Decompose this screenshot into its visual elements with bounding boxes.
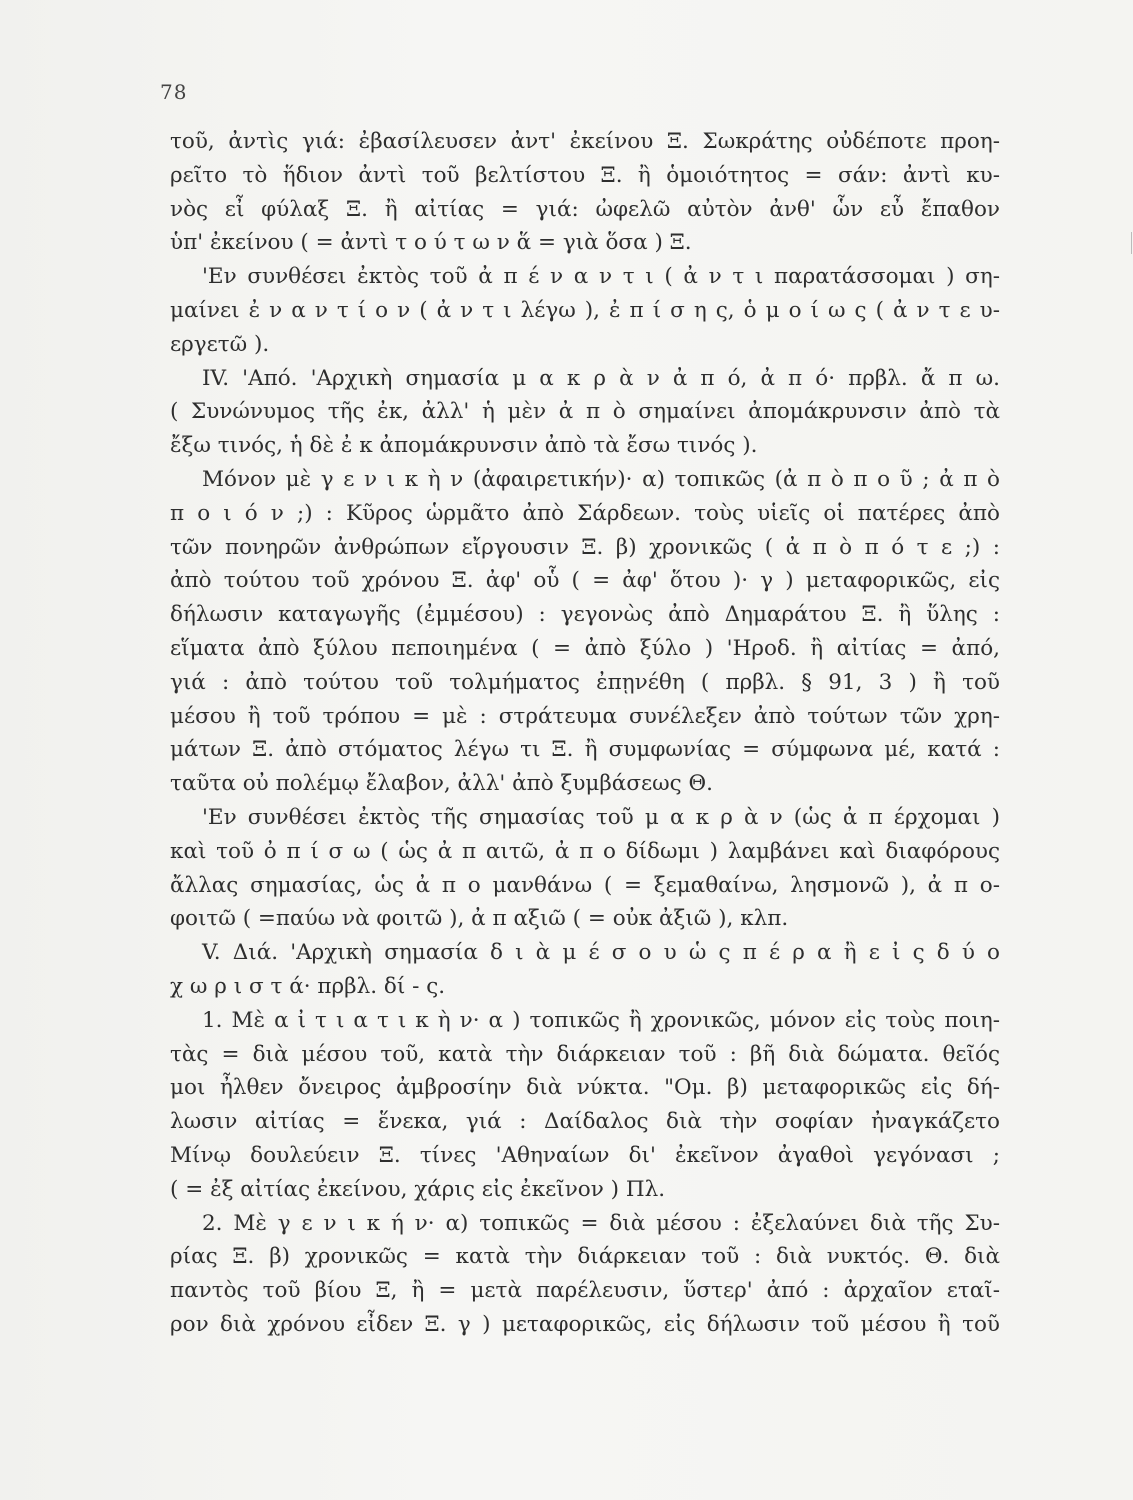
text-line: μάτων Ξ. ἀπὸ στόματος λέγω τι Ξ. ἢ συμφωνίας = σύμφωνα μέ, κατά : [170,737,1000,763]
margin-mark [1127,232,1132,254]
text-line: γιά : ἀπὸ τούτου τοῦ τολμήματος ἐπῃνέθη ( πρβλ. § 91, 3 ) ἢ τοῦ [170,669,1000,695]
text-line: δήλωσιν καταγωγῆς (ἐμμέσου) : γεγονὼς ἀπὸ Δημαράτου Ξ. ἢ ὕλης : [170,602,1000,628]
text-line: καὶ τοῦ ὀ π ί σ ω ( ὡς ἀ π αιτῶ, ἀ π ο δίδωμι ) λαμβάνει καὶ διαφόρους [170,838,1000,864]
text-line: ἔξω τινός, ἡ δὲ ἐ κ ἀπομάκρυνσιν ἀπὸ τὰ ἔσω τινός ). [170,433,758,459]
text-line: ρον διὰ χρόνου εἶδεν Ξ. γ ) μεταφορικῶς, εἰς δήλωσιν τοῦ μέσου ἢ τοῦ [170,1311,1000,1337]
text-line: μαίνει ἐ ν α ν τ ί ο ν ( ἀ ν τ ι λέγω ), ἐ π ί σ η ς, ὁ μ ο ί ω ς ( ἀ ν τ ε υ- [170,297,1000,323]
section-heading-line: IV. 'Από. 'Αρχικὴ σημασία μ α κ ρ ὰ ν ἀ π ό, ἀ π ό· πρβλ. ἄ π ω. [202,365,1000,391]
text-line: ρεῖτο τὸ ἥδιον ἀντὶ τοῦ βελτίστου Ξ. ἢ ὁμοιότητος = σάν: ἀντὶ κυ- [170,162,1000,188]
text-line: ταῦτα οὐ πολέμῳ ἔλαβον, ἀλλ' ἀπὸ ξυμβάσεως Θ. [170,771,714,797]
text-line: ὑπ' ἐκείνου ( = ἀντὶ τ ο ύ τ ω ν ἅ = γιὰ ὅσα ) Ξ. [170,230,692,256]
text-line: 2. Μὲ γ ε ν ι κ ή ν· α) τοπικῶς = διὰ μέσου : ἐξελαύνει διὰ τῆς Συ- [202,1210,1000,1236]
text-line: φοιτῶ ( =παύω νὰ φοιτῶ ), ἀ π αξιῶ ( = οὐκ ἀξιῶ ), κλπ. [170,906,789,932]
body-text [170,125,1000,1342]
text-line: 1. Μὲ α ἰ τ ι α τ ι κ ὴ ν· α ) τοπικῶς ἢ χρονικῶς, μόνον εἰς τοὺς ποιη- [202,1007,1000,1033]
text-line: ἀπὸ τούτου τοῦ χρόνου Ξ. ἀφ' οὗ ( = ἀφ' ὅτου )· γ ) μεταφορικῶς, εἰς [170,568,1000,594]
text-line: τὰς = διὰ μέσου τοῦ, κατὰ τὴν διάρκειαν τοῦ : βῆ διὰ δώματα. θεῖός [170,1041,1000,1067]
text-line: ( = ἐξ αἰτίας ἐκείνου, χάρις εἰς ἐκεῖνον ) Πλ. [170,1176,666,1202]
text-line: 'Εν συνθέσει ἐκτὸς τοῦ ἀ π έ ν α ν τ ι ( ἀ ν τ ι παρατάσσομαι ) ση- [202,264,1000,290]
section-heading-line: V. Διά. 'Αρχικὴ σημασία δ ι ὰ μ έ σ ο υ ὡ ς π έ ρ α ἢ ε ἰ ς δ ύ ο [202,940,1000,966]
text-line: Μίνῳ δουλεύειν Ξ. τίνες 'Αθηναίων δι' ἐκεῖνον ἀγαθοὶ γεγόνασι ; [170,1142,1000,1168]
text-line: εἵματα ἀπὸ ξύλου πεποιημένα ( = ἀπὸ ξύλο ) 'Ηροδ. ἢ αἰτίας = ἀπό, [170,635,1000,661]
text-line: τοῦ, ἀντὶς γιά: ἐβασίλευσεν ἀντ' ἐκείνου Ξ. Σωκράτης οὐδέποτε προη- [170,129,1000,154]
text-line: εργετῶ ). [170,331,270,357]
text-line: ( Συνώνυμος τῆς ἐκ, ἀλλ' ἡ μὲν ἀ π ὸ σημαίνει ἀπομάκρυνσιν ἀπὸ τὰ [170,399,1000,425]
text-line: νὸς εἶ φύλαξ Ξ. ἢ αἰτίας = γιά: ὠφελῶ αὐτὸν ἀνθ' ὧν εὖ ἔπαθον [170,196,1000,222]
text-line: λωσιν αἰτίας = ἕνεκα, γιά : Δαίδαλος διὰ τὴν σοφίαν ἠναγκάζετο [170,1109,1000,1135]
text-line: τῶν πονηρῶν ἀνθρώπων εἴργουσιν Ξ. β) χρονικῶς ( ἀ π ὸ π ό τ ε ;) : [170,534,1000,560]
text-line: ἄλλας σημασίας, ὡς ἀ π ο μανθάνω ( = ξεμαθαίνω, λησμονῶ ), ἀ π ο- [170,872,1000,898]
page-number: 78 [160,80,188,104]
text-line: χ ω ρ ι σ τ ά· πρβλ. δί - ς. [170,973,446,999]
text-line: 'Εν συνθέσει ἐκτὸς τῆς σημασίας τοῦ μ α κ ρ ὰ ν (ὡς ἀ π έρχομαι ) [202,804,1000,830]
text-line: παντὸς τοῦ βίου Ξ, ἢ = μετὰ παρέλευσιν, ὕστερ' ἀπό : ἀρχαῖον εταῖ- [170,1278,1000,1304]
text-line: ρίας Ξ. β) χρονικῶς = κατὰ τὴν διάρκειαν τοῦ : διὰ νυκτός. Θ. διὰ [170,1244,1000,1270]
text-line: μέσου ἢ τοῦ τρόπου = μὲ : στράτευμα συνέλεξεν ἀπὸ τούτων τῶν χρη- [170,703,1000,729]
text-line: π ο ι ό ν ;) : Κῦρος ὡρμᾶτο ἀπὸ Σάρδεων. τοὺς υἱεῖς οἱ πατέρες ἀπὸ [170,500,1000,526]
text-line: Μόνον μὲ γ ε ν ι κ ὴ ν (ἀφαιρετικήν)· α) τοπικῶς (ἀ π ὸ π ο ῦ ; ἀ π ὸ [202,466,1000,492]
text-line: μοι ἦλθεν ὄνειρος ἀμβροσίην διὰ νύκτα. "Ομ. β) μεταφορικῶς εἰς δή- [170,1075,1000,1101]
